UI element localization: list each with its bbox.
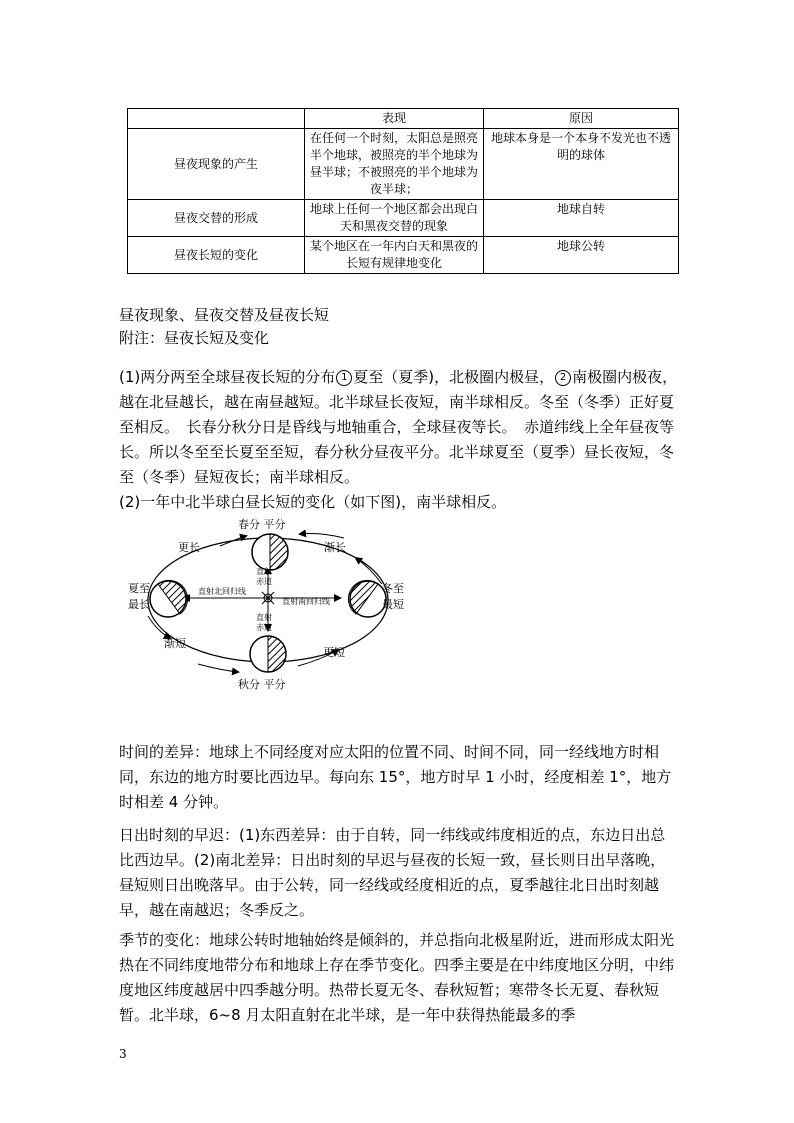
label-direct-top: 直射 [256,567,272,576]
row-cause: 地球本身是一个本身不发光也不透明的球体 [484,129,679,200]
earth-orbit-diagram [120,512,420,692]
earth-autumn [250,636,286,672]
circled-number: 1 [336,370,352,386]
paragraph-text: 冬至（冬季）正好夏至相反。 长春分秋分日是昏线与地轴重合，全球昼夜等长。 赤道纬线上全年昼夜等长。所以冬至至长夏至至短，春分秋分昼夜平分。北半球夏至（夏季）昼长夜短，冬至（冬季）昼短夜长；南半球相反。 [119,393,675,486]
day-night-table [127,108,679,274]
label-longer: 更长 [178,541,200,554]
label-equator-bottom: 赤道 [256,623,272,632]
label-summer-longest: 最长 [128,598,150,611]
section-title: 昼夜现象、昼夜交替及昼夜长短 [119,306,330,324]
label-spring: 春分 平分 [238,518,286,531]
arrow [198,664,238,672]
label-winter: 冬至 [382,582,404,595]
label-winter-shortest: 最短 [382,598,404,611]
page-number: 3 [119,1047,127,1061]
section-note: 附注：昼夜长短及变化 [119,329,270,347]
row-cause: 地球自转 [484,200,679,237]
table-row [128,129,679,200]
label-tropic-capricorn: 直射南回归线 [282,597,330,606]
row-phenomenon: 地球上任何一个地区都会出现白天和黑夜交替的现象 [305,200,484,237]
paragraph-seasons: 季节的变化：地球公转时地轴始终是倾斜的，并总指向北极星附近，进而形成太阳光热在不同纬度地带分布和地球上存在季节变化。四季主要是在中纬度地区分明，中纬度地区纬度越居中四季越分明。热带长夏无冬、春秋短暂；寒带冬长无夏、春秋短暂。北半球，6~8 月太阳直射在北半球，是一年中获得热能最多的季 [119,931,675,1024]
paragraph-sunrise: 日出时刻的早迟：(1)东西差异：由于自转，同一纬线或纬度相近的点，东边日出总比西边早。(2)南北差异：日出时刻的早迟与昼夜的长短一致，昼长则日出早落晚，昼短则日出晚落早。由于公转，同一经线或经度相近的点，夏季越往北日出时刻越早，越在南越迟；冬季反之。 [119,826,666,919]
label-direct-bottom: 直射 [256,613,272,622]
sun-icon [260,590,276,606]
table-header: 表现 [305,109,484,129]
row-label: 昼夜长短的变化 [128,237,305,274]
row-cause: 地球公转 [484,237,679,274]
table-row [128,237,679,274]
label-tropic-cancer: 直射北回归线 [198,587,246,596]
label-equator-top: 赤道 [256,577,272,586]
earth-spring [252,534,288,570]
table-header-row [128,109,679,129]
label-gradually-longer: 渐长 [324,541,346,554]
paragraph-text: 夏至（夏季)，北极圈内极昼， [353,368,555,386]
label-shorter: 更短 [323,646,345,659]
arrow [220,536,246,546]
paragraph-text: 南极圈内极夜，越在北昼越长，越在南昼越短。北半球昼长夜短，南半球相反。 [119,368,678,411]
circled-number: 2 [555,370,571,386]
paragraph-time-difference: 时间的差异：地球上不同经度对应太阳的位置不同、时间不同，同一经线地方时相同，东边的地方时要比西边早。每向东 15°，地方时早 1 小时，经度相差 1°，地方时相差 4 分钟。 [119,743,672,811]
earth-summer [150,580,188,617]
label-autumn: 秋分 平分 [238,678,286,691]
row-phenomenon: 某个地区在一年内白天和黑夜的长短有规律地变化 [305,237,484,274]
row-label: 昼夜现象的产生 [128,129,305,200]
paragraph-yearly-change: (2)一年中北半球白昼长短的变化（如下图)，南半球相反。 [119,493,507,511]
paragraph-solstice-distribution [119,365,679,490]
table-header: 原因 [484,109,679,129]
earth-winter [348,580,386,617]
table-header [128,109,305,129]
row-label: 昼夜交替的形成 [128,200,305,237]
paragraph-text: (1)两分两至全球昼夜长短的分布 [119,368,336,386]
label-summer: 夏至 [128,582,150,595]
table-row [128,200,679,237]
label-gradually-shorter: 渐短 [164,637,186,650]
row-phenomenon: 在任何一个时刻，太阳总是照亮半个地球，被照亮的半个地球为昼半球；不被照亮的半个地球为夜半球； [305,129,484,200]
arrow [148,616,170,638]
arrow [300,534,344,539]
